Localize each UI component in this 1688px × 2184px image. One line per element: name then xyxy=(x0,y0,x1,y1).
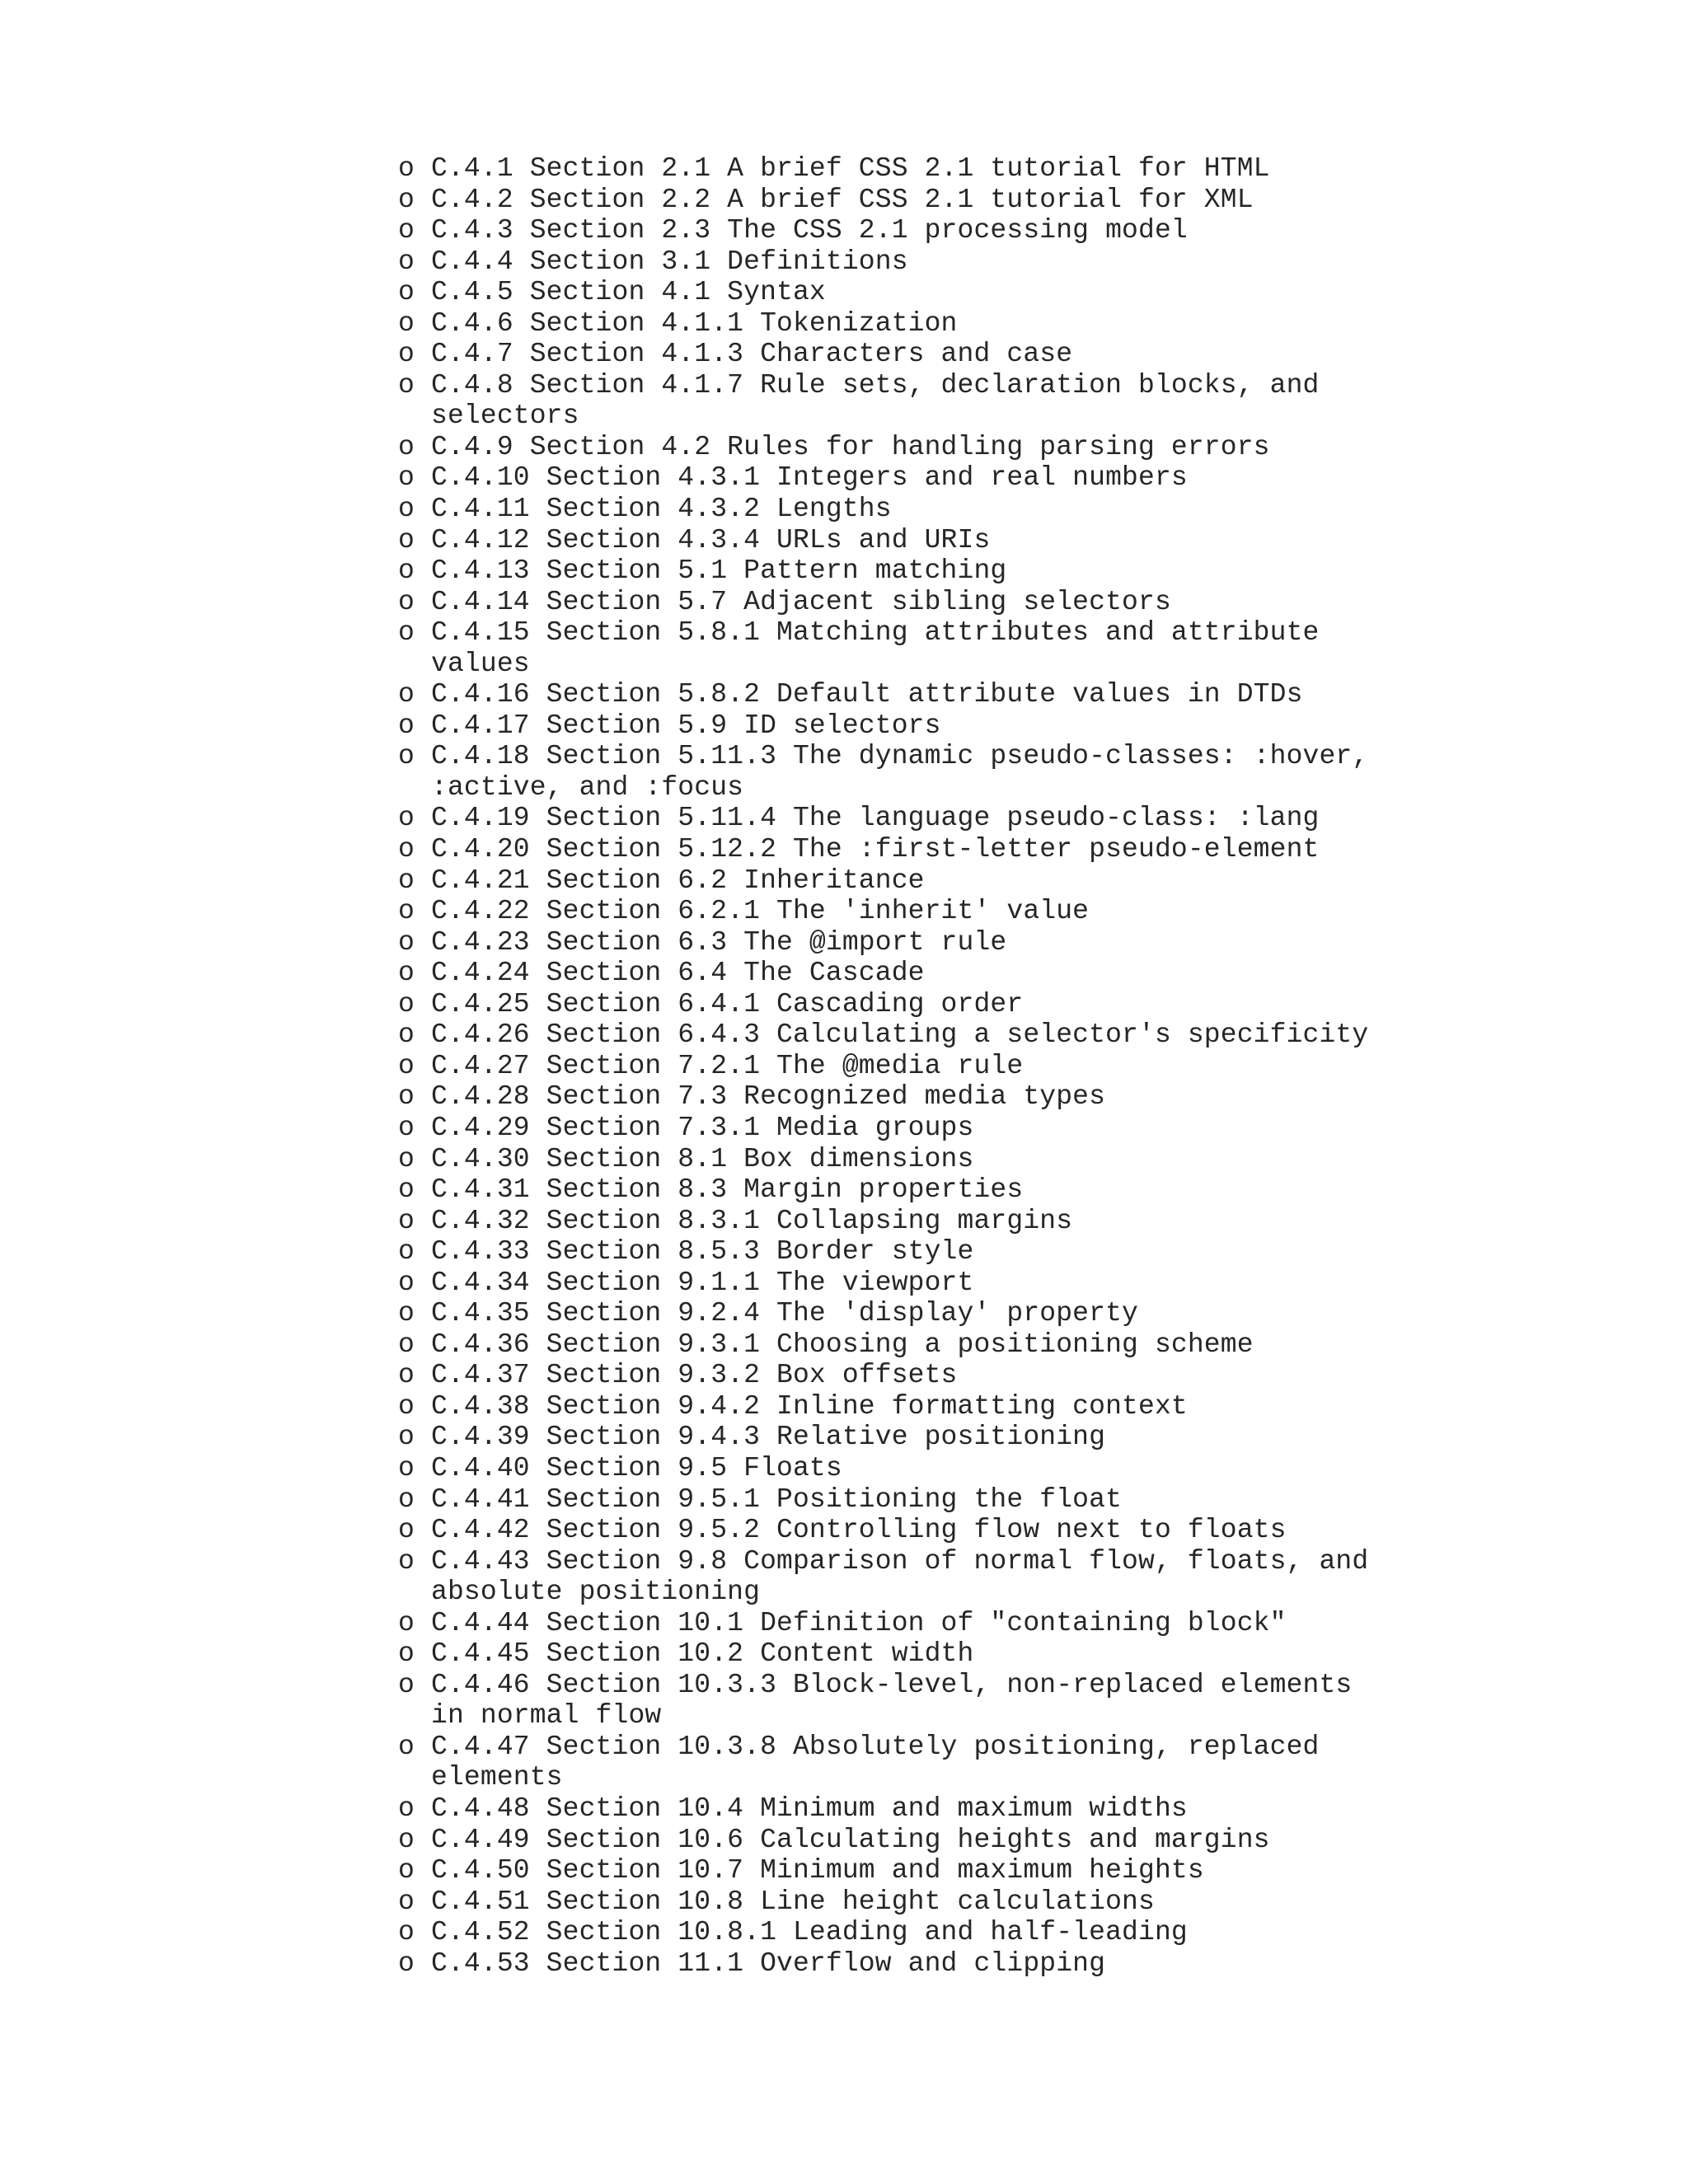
bullet-marker: o xyxy=(398,462,415,494)
toc-entry-text xyxy=(431,153,1420,185)
bullet-marker: o xyxy=(398,958,415,989)
bullet-marker: o xyxy=(398,1855,415,1886)
entry-line: C.4.43 Section 9.8 Comparison of normal flow, floats, and xyxy=(431,1545,1369,1577)
bullet-marker: o xyxy=(398,1793,415,1824)
bullet-marker: o xyxy=(398,1298,415,1329)
list-item xyxy=(398,1298,1420,1329)
toc-entry-text xyxy=(431,1855,1420,1886)
list-item xyxy=(398,1360,1420,1391)
entry-line: C.4.2 Section 2.2 A brief CSS 2.1 tutorial for XML xyxy=(431,184,1254,215)
toc-entry-text xyxy=(431,555,1420,587)
entry-continuation-line: absolute positioning xyxy=(431,1577,761,1608)
entry-line: C.4.47 Section 10.3.8 Absolutely positioning, replaced xyxy=(431,1731,1320,1762)
toc-entry-text xyxy=(431,1825,1420,1856)
list-item xyxy=(398,1206,1420,1237)
bullet-marker: o xyxy=(398,1917,415,1948)
toc-entry-text xyxy=(431,246,1420,278)
entry-line: C.4.18 Section 5.11.3 The dynamic pseudo-classes: :hover, xyxy=(431,741,1369,772)
bullet-marker: o xyxy=(398,1019,415,1051)
toc-entry-text xyxy=(431,958,1420,989)
bullet-marker: o xyxy=(398,710,415,741)
toc-entry-text xyxy=(431,1113,1420,1144)
toc-entry-text xyxy=(431,587,1420,618)
bullet-marker: o xyxy=(398,1174,415,1206)
bullet-marker: o xyxy=(398,1731,415,1762)
toc-entry-text xyxy=(431,1886,1420,1918)
toc-entry-text xyxy=(431,1948,1420,1980)
entry-line: C.4.10 Section 4.3.1 Integers and real numbers xyxy=(431,462,1188,494)
entry-line: C.4.36 Section 9.3.1 Choosing a positioning scheme xyxy=(431,1329,1254,1360)
list-item xyxy=(398,555,1420,587)
entry-line: C.4.5 Section 4.1 Syntax xyxy=(431,277,826,308)
bullet-marker: o xyxy=(398,679,415,710)
toc-entry-text xyxy=(431,710,1420,742)
bullet-marker: o xyxy=(398,215,415,246)
entry-line: C.4.42 Section 9.5.2 Controlling flow next to floats xyxy=(431,1515,1287,1546)
entry-line: C.4.29 Section 7.3.1 Media groups xyxy=(431,1112,974,1143)
bullet-marker: o xyxy=(398,896,415,927)
list-item xyxy=(398,525,1420,556)
list-item xyxy=(398,587,1420,618)
list-item xyxy=(398,246,1420,278)
entry-line: C.4.38 Section 9.4.2 Inline formatting context xyxy=(431,1390,1188,1422)
bullet-marker: o xyxy=(398,246,415,277)
list-item xyxy=(398,1546,1420,1608)
list-item xyxy=(398,370,1420,432)
toc-entry-text xyxy=(431,1793,1420,1825)
toc-entry-text xyxy=(431,432,1420,463)
bullet-marker: o xyxy=(398,1638,415,1670)
bullet-marker: o xyxy=(398,1329,415,1360)
bullet-marker: o xyxy=(398,431,415,462)
bullet-marker: o xyxy=(398,1081,415,1113)
toc-entry-text xyxy=(431,1206,1420,1237)
entry-line: C.4.44 Section 10.1 Definition of "containing block" xyxy=(431,1607,1287,1638)
bullet-marker: o xyxy=(398,865,415,896)
bullet-marker: o xyxy=(398,1112,415,1143)
entry-line: C.4.25 Section 6.4.1 Cascading order xyxy=(431,988,1024,1019)
bullet-marker: o xyxy=(398,741,415,772)
toc-entry-text xyxy=(431,1670,1420,1732)
toc-entry-text xyxy=(431,1732,1420,1793)
entry-line: C.4.3 Section 2.3 The CSS 2.1 processing model xyxy=(431,215,1188,246)
bullet-marker: o xyxy=(398,153,415,184)
list-item xyxy=(398,1825,1420,1856)
list-item xyxy=(398,432,1420,463)
entry-line: C.4.52 Section 10.8.1 Leading and half-leading xyxy=(431,1917,1188,1948)
list-item xyxy=(398,1051,1420,1082)
toc-entry-text xyxy=(431,1453,1420,1484)
bullet-marker: o xyxy=(398,834,415,865)
list-item xyxy=(398,1948,1420,1980)
list-item xyxy=(398,277,1420,308)
bullet-marker: o xyxy=(398,1947,415,1979)
list-item xyxy=(398,1113,1420,1144)
bullet-marker: o xyxy=(398,803,415,834)
list-item xyxy=(398,927,1420,958)
entry-line: C.4.35 Section 9.2.4 The 'display' property xyxy=(431,1298,1138,1329)
toc-entry-text xyxy=(431,462,1420,494)
toc-list xyxy=(398,153,1420,1979)
entry-line: C.4.33 Section 8.5.3 Border style xyxy=(431,1236,974,1268)
toc-entry-text xyxy=(431,834,1420,865)
toc-entry-text xyxy=(431,525,1420,556)
entry-line: C.4.11 Section 4.3.2 Lengths xyxy=(431,494,892,525)
bullet-marker: o xyxy=(398,524,415,555)
entry-line: C.4.32 Section 8.3.1 Collapsing margins xyxy=(431,1205,1073,1236)
toc-entry-text xyxy=(431,803,1420,834)
bullet-marker: o xyxy=(398,617,415,649)
list-item xyxy=(398,1453,1420,1484)
list-item xyxy=(398,1144,1420,1175)
toc-entry-text xyxy=(431,1608,1420,1639)
bullet-marker: o xyxy=(398,1515,415,1546)
entry-line: C.4.14 Section 5.7 Adjacent sibling selectors xyxy=(431,586,1171,617)
toc-entry-text xyxy=(431,215,1420,246)
entry-continuation-line: :active, and :focus xyxy=(431,771,744,803)
toc-entry-text xyxy=(431,339,1420,370)
entry-line: C.4.15 Section 5.8.1 Matching attributes and attribute xyxy=(431,617,1320,649)
list-item xyxy=(398,834,1420,865)
entry-line: C.4.9 Section 4.2 Rules for handling parsing errors xyxy=(431,431,1270,462)
toc-entry-text xyxy=(431,1391,1420,1422)
entry-line: C.4.28 Section 7.3 Recognized media types xyxy=(431,1081,1106,1113)
list-item xyxy=(398,308,1420,340)
list-item xyxy=(398,339,1420,370)
list-item xyxy=(398,1670,1420,1732)
toc-entry-text xyxy=(431,1144,1420,1175)
bullet-marker: o xyxy=(398,1422,415,1453)
list-item xyxy=(398,896,1420,927)
toc-entry-text xyxy=(431,185,1420,216)
bullet-marker: o xyxy=(398,184,415,215)
entry-line: C.4.19 Section 5.11.4 The language pseudo-class: :lang xyxy=(431,803,1320,834)
entry-line: C.4.46 Section 10.3.3 Block-level, non-replaced elements xyxy=(431,1669,1353,1700)
entry-line: C.4.1 Section 2.1 A brief CSS 2.1 tutorial for HTML xyxy=(431,153,1270,184)
toc-entry-text xyxy=(431,1515,1420,1546)
toc-entry-text xyxy=(431,679,1420,710)
entry-line: C.4.21 Section 6.2 Inheritance xyxy=(431,865,925,896)
entry-line: C.4.17 Section 5.9 ID selectors xyxy=(431,710,941,741)
entry-line: C.4.4 Section 3.1 Definitions xyxy=(431,246,908,277)
list-item xyxy=(398,215,1420,246)
toc-entry-text xyxy=(431,1174,1420,1206)
entry-continuation-line: values xyxy=(431,648,530,679)
toc-entry-text xyxy=(431,1422,1420,1453)
entry-line: C.4.23 Section 6.3 The @import rule xyxy=(431,926,1007,958)
entry-line: C.4.13 Section 5.1 Pattern matching xyxy=(431,555,1007,587)
bullet-marker: o xyxy=(398,988,415,1019)
list-item xyxy=(398,710,1420,742)
entry-continuation-line: selectors xyxy=(431,401,579,432)
entry-continuation-line: elements xyxy=(431,1762,563,1793)
bullet-marker: o xyxy=(398,1050,415,1081)
list-item xyxy=(398,1081,1420,1113)
list-item xyxy=(398,741,1420,803)
entry-line: C.4.49 Section 10.6 Calculating heights and margins xyxy=(431,1824,1270,1855)
list-item xyxy=(398,185,1420,216)
entry-continuation-line: in normal flow xyxy=(431,1700,662,1732)
list-item xyxy=(398,1608,1420,1639)
toc-entry-text xyxy=(431,1638,1420,1670)
list-item xyxy=(398,679,1420,710)
toc-entry-text xyxy=(431,308,1420,340)
toc-entry-text xyxy=(431,1546,1420,1608)
toc-entry-text xyxy=(431,1051,1420,1082)
toc-entry-text xyxy=(431,1236,1420,1268)
bullet-marker: o xyxy=(398,1483,415,1515)
bullet-marker: o xyxy=(398,555,415,587)
list-item xyxy=(398,494,1420,525)
bullet-marker: o xyxy=(398,1390,415,1422)
entry-line: C.4.51 Section 10.8 Line height calculations xyxy=(431,1886,1155,1917)
list-item xyxy=(398,1732,1420,1793)
toc-entry-text xyxy=(431,741,1420,803)
toc-entry-text xyxy=(431,1019,1420,1051)
toc-entry-text xyxy=(431,1268,1420,1299)
entry-line: C.4.12 Section 4.3.4 URLs and URIs xyxy=(431,524,991,555)
toc-entry-text xyxy=(431,989,1420,1020)
entry-line: C.4.6 Section 4.1.1 Tokenization xyxy=(431,307,958,339)
toc-entry-text xyxy=(431,1484,1420,1516)
toc-entry-text xyxy=(431,865,1420,897)
bullet-marker: o xyxy=(398,1143,415,1174)
list-item xyxy=(398,1638,1420,1670)
bullet-marker: o xyxy=(398,369,415,401)
list-item xyxy=(398,1484,1420,1516)
entry-line: C.4.31 Section 8.3 Margin properties xyxy=(431,1174,1024,1206)
toc-entry-text xyxy=(431,617,1420,679)
list-item xyxy=(398,1422,1420,1453)
list-item xyxy=(398,1855,1420,1886)
entry-line: C.4.22 Section 6.2.1 The 'inherit' value xyxy=(431,896,1090,927)
entry-line: C.4.8 Section 4.1.7 Rule sets, declaration blocks, and xyxy=(431,369,1320,401)
list-item xyxy=(398,462,1420,494)
bullet-marker: o xyxy=(398,1236,415,1268)
toc-entry-text xyxy=(431,1081,1420,1113)
entry-line: C.4.20 Section 5.12.2 The :first-letter pseudo-element xyxy=(431,834,1320,865)
bullet-marker: o xyxy=(398,339,415,370)
entry-line: C.4.39 Section 9.4.3 Relative positioning xyxy=(431,1422,1106,1453)
entry-line: C.4.30 Section 8.1 Box dimensions xyxy=(431,1143,974,1174)
toc-entry-text xyxy=(431,277,1420,308)
bullet-marker: o xyxy=(398,494,415,525)
list-item xyxy=(398,617,1420,679)
toc-entry-text xyxy=(431,370,1420,432)
bullet-marker: o xyxy=(398,1607,415,1638)
list-item xyxy=(398,1515,1420,1546)
entry-line: C.4.53 Section 11.1 Overflow and clipping xyxy=(431,1947,1106,1979)
bullet-marker: o xyxy=(398,926,415,958)
list-item xyxy=(398,803,1420,834)
entry-line: C.4.50 Section 10.7 Minimum and maximum heights xyxy=(431,1855,1204,1886)
list-item xyxy=(398,958,1420,989)
bullet-marker: o xyxy=(398,1205,415,1236)
bullet-marker: o xyxy=(398,277,415,308)
bullet-marker: o xyxy=(398,1669,415,1700)
bullet-marker: o xyxy=(398,1452,415,1483)
bullet-marker: o xyxy=(398,1824,415,1855)
list-item xyxy=(398,1329,1420,1361)
list-item xyxy=(398,1019,1420,1051)
list-item xyxy=(398,1917,1420,1948)
entry-line: C.4.16 Section 5.8.2 Default attribute values in DTDs xyxy=(431,679,1303,710)
list-item xyxy=(398,865,1420,897)
entry-line: C.4.48 Section 10.4 Minimum and maximum widths xyxy=(431,1793,1188,1824)
list-item xyxy=(398,989,1420,1020)
toc-entry-text xyxy=(431,494,1420,525)
list-item xyxy=(398,153,1420,185)
entry-line: C.4.24 Section 6.4 The Cascade xyxy=(431,958,925,989)
entry-line: C.4.7 Section 4.1.3 Characters and case xyxy=(431,339,1073,370)
bullet-marker: o xyxy=(398,307,415,339)
toc-entry-text xyxy=(431,1298,1420,1329)
list-item xyxy=(398,1268,1420,1299)
entry-line: C.4.27 Section 7.2.1 The @media rule xyxy=(431,1050,1024,1081)
list-item xyxy=(398,1236,1420,1268)
entry-line: C.4.41 Section 9.5.1 Positioning the float xyxy=(431,1483,1123,1515)
entry-line: C.4.37 Section 9.3.2 Box offsets xyxy=(431,1360,958,1391)
toc-entry-text xyxy=(431,896,1420,927)
toc-entry-text xyxy=(431,1329,1420,1361)
entry-line: C.4.45 Section 10.2 Content width xyxy=(431,1638,974,1670)
toc-entry-text xyxy=(431,1917,1420,1948)
list-item xyxy=(398,1793,1420,1825)
entry-line: C.4.26 Section 6.4.3 Calculating a selector's specificity xyxy=(431,1019,1369,1051)
toc-entry-text xyxy=(431,1360,1420,1391)
entry-line: C.4.40 Section 9.5 Floats xyxy=(431,1452,842,1483)
toc-entry-text xyxy=(431,927,1420,958)
bullet-marker: o xyxy=(398,586,415,617)
list-item xyxy=(398,1886,1420,1918)
bullet-marker: o xyxy=(398,1886,415,1917)
list-item xyxy=(398,1174,1420,1206)
entry-line: C.4.34 Section 9.1.1 The viewport xyxy=(431,1267,974,1298)
list-item xyxy=(398,1391,1420,1422)
bullet-marker: o xyxy=(398,1545,415,1577)
bullet-marker: o xyxy=(398,1360,415,1391)
bullet-marker: o xyxy=(398,1267,415,1298)
